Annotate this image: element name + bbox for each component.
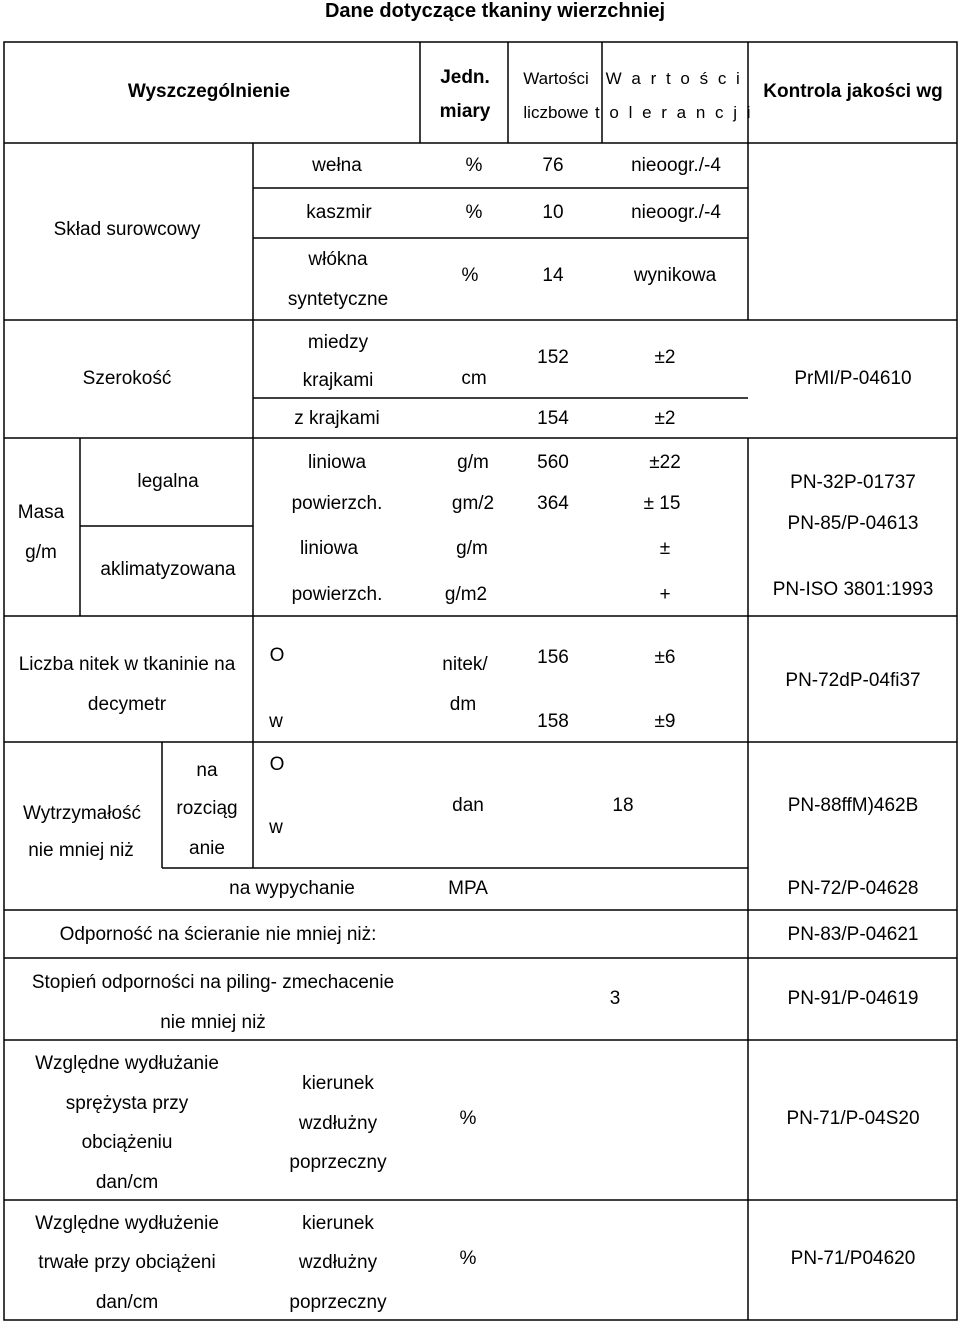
masa-aklimatyzowana-label: aklimatyzowana bbox=[100, 559, 236, 580]
wydluzenie1-label-line2: sprężysta przy bbox=[65, 1093, 189, 1114]
wydluzenie1-control: PN-71/P-04S20 bbox=[786, 1108, 920, 1129]
header-tolerances-line2: t o l e r a n c j i bbox=[594, 103, 754, 122]
szerokosc-row-value: 152 bbox=[537, 347, 569, 368]
header-values-line1: Wartości bbox=[523, 69, 589, 88]
szerokosc-row-name-line2: krajkami bbox=[302, 370, 374, 391]
sklad-label: Skład surowcowy bbox=[53, 219, 201, 240]
masa-row-tol: ±22 bbox=[649, 452, 681, 473]
liczba-row-value: 158 bbox=[537, 711, 569, 732]
masa-label-line2: g/m bbox=[25, 542, 57, 563]
masa-row-tol: + bbox=[659, 584, 671, 605]
sklad-row-tol: wynikowa bbox=[633, 265, 717, 286]
wydluzenie2-label-line3: dan/cm bbox=[95, 1292, 159, 1313]
wydluzenie2-dir-line1: kierunek bbox=[302, 1213, 374, 1234]
szerokosc-label: Szerokość bbox=[82, 368, 172, 389]
wydluzenie2-label-line2: trwałe przy obciążeni bbox=[38, 1252, 216, 1273]
szerokosc-row-value: 154 bbox=[537, 408, 569, 429]
wydluzenie2-control: PN-71/P04620 bbox=[790, 1248, 916, 1269]
sklad-row-tol: nieoogr./-4 bbox=[631, 155, 721, 176]
liczba-dir-2: w bbox=[269, 711, 283, 732]
wydluzenie1-label-line3: obciążeniu bbox=[81, 1132, 173, 1153]
masa-row-unit: gm/2 bbox=[451, 493, 495, 514]
wytrzymalosc-unit: dan bbox=[452, 795, 484, 816]
masa-row-tol: ± bbox=[659, 538, 671, 559]
masa-row-name: powierzch. bbox=[291, 584, 383, 605]
header-unit-line1: Jedn. bbox=[440, 67, 490, 88]
sklad-row-value: 14 bbox=[542, 265, 564, 286]
sklad-row-name-line2: syntetyczne bbox=[287, 289, 389, 310]
liczba-row-value: 156 bbox=[537, 647, 569, 668]
sklad-row-unit: % bbox=[465, 202, 483, 223]
szerokosc-row-name: z krajkami bbox=[294, 408, 380, 429]
piling-label-line1: Stopień odporności na piling- zmechacenie bbox=[31, 972, 395, 993]
masa-row-name: liniowa bbox=[307, 452, 367, 473]
liczba-unit-line2: dm bbox=[449, 694, 477, 715]
szerokosc-row-tol: ±2 bbox=[654, 347, 676, 368]
masa-row-value: 560 bbox=[537, 452, 569, 473]
wypychanie-control: PN-72/P-04628 bbox=[787, 878, 919, 899]
wytrzymalosc-label-line1: Wytrzymałość bbox=[22, 803, 142, 824]
sklad-row-value: 10 bbox=[542, 202, 564, 223]
header-spec: Wyszczególnienie bbox=[127, 81, 291, 102]
wytrzymalosc-sub-line3: anie bbox=[189, 838, 225, 859]
odpornosc-label: Odporność na ścieranie nie mniej niż: bbox=[59, 924, 377, 945]
masa-control-3: PN-ISO 3801:1993 bbox=[772, 579, 934, 600]
page-title: Dane dotyczące tkaniny wierzchniej bbox=[324, 0, 666, 22]
szerokosc-control: PrMI/P-04610 bbox=[794, 368, 912, 389]
wydluzenie1-dir-line3: poprzeczny bbox=[289, 1152, 387, 1173]
wydluzenie1-dir-line1: kierunek bbox=[302, 1073, 374, 1094]
wypychanie-label: na wypychanie bbox=[229, 878, 355, 899]
header-control: Kontrola jakości wg bbox=[763, 81, 943, 102]
piling-control: PN-91/P-04619 bbox=[787, 988, 919, 1009]
sklad-row-unit: % bbox=[461, 265, 479, 286]
masa-row-unit: g/m2 bbox=[444, 584, 488, 605]
szerokosc-row-name-line1: miedzy bbox=[307, 332, 369, 353]
masa-row-unit: g/m bbox=[457, 452, 489, 473]
wydluzenie1-label-line1: Względne wydłużanie bbox=[35, 1053, 219, 1074]
sklad-row-unit: % bbox=[465, 155, 483, 176]
wytrzymalosc-control: PN-88ffM)462B bbox=[787, 795, 919, 816]
liczba-label-line1: Liczba nitek w tkaninie na bbox=[18, 654, 236, 675]
wydluzenie1-dir-line2: wzdłużny bbox=[298, 1113, 378, 1134]
odpornosc-control: PN-83/P-04621 bbox=[787, 924, 919, 945]
wypychanie-unit: MPA bbox=[448, 878, 488, 899]
masa-row-name: powierzch. bbox=[291, 493, 383, 514]
masa-row-unit: g/m bbox=[456, 538, 488, 559]
wydluzenie2-label-line1: Względne wydłużenie bbox=[35, 1213, 219, 1234]
masa-row-name: liniowa bbox=[299, 538, 359, 559]
wytrzymalosc-sub-line1: na bbox=[196, 760, 218, 781]
wytrzymalosc-label-line2: nie mniej niż bbox=[28, 840, 134, 861]
piling-value: 3 bbox=[609, 988, 621, 1009]
header-unit-line2: miary bbox=[439, 101, 491, 122]
sklad-row-tol: nieoogr./-4 bbox=[631, 202, 721, 223]
piling-label-line2: nie mniej niż bbox=[160, 1012, 266, 1033]
wytrzymalosc-dir-1: O bbox=[269, 754, 285, 775]
liczba-dir-1: O bbox=[269, 645, 285, 666]
wydluzenie2-dir-line2: wzdłużny bbox=[298, 1252, 378, 1273]
sklad-row-name-line1: włókna bbox=[308, 249, 368, 270]
liczba-control: PN-72dP-04fi37 bbox=[785, 670, 921, 691]
masa-label-line1: Masa bbox=[17, 502, 65, 523]
wydluzenie1-unit: % bbox=[459, 1108, 477, 1129]
masa-legalna-label: legalna bbox=[137, 471, 199, 492]
wytrzymalosc-sub-line2: rozciąg bbox=[176, 798, 238, 819]
liczba-label-line2: decymetr bbox=[87, 694, 167, 715]
sklad-row-value: 76 bbox=[542, 155, 564, 176]
liczba-unit-line1: nitek/ bbox=[442, 654, 488, 675]
masa-control-1: PN-32P-01737 bbox=[790, 472, 916, 493]
header-tolerances-line1: W a r t o ś c i bbox=[605, 69, 743, 88]
liczba-row-tol: ±6 bbox=[654, 647, 676, 668]
szerokosc-row-tol: ±2 bbox=[654, 408, 676, 429]
masa-row-value: 364 bbox=[537, 493, 569, 514]
header-values-line2: liczbowe bbox=[523, 103, 589, 122]
wytrzymalosc-value: 18 bbox=[612, 795, 634, 816]
masa-row-tol: ± 15 bbox=[643, 493, 681, 514]
wydluzenie2-dir-line3: poprzeczny bbox=[289, 1292, 387, 1313]
szerokosc-row-unit: cm bbox=[461, 368, 487, 389]
sklad-row-name: kaszmir bbox=[306, 202, 372, 223]
wydluzenie1-label-line4: dan/cm bbox=[95, 1172, 159, 1193]
sklad-row-name: wełna bbox=[312, 155, 362, 176]
wydluzenie2-unit: % bbox=[459, 1248, 477, 1269]
liczba-row-tol: ±9 bbox=[654, 711, 676, 732]
wytrzymalosc-dir-2: w bbox=[269, 817, 283, 838]
masa-control-2: PN-85/P-04613 bbox=[787, 513, 919, 534]
